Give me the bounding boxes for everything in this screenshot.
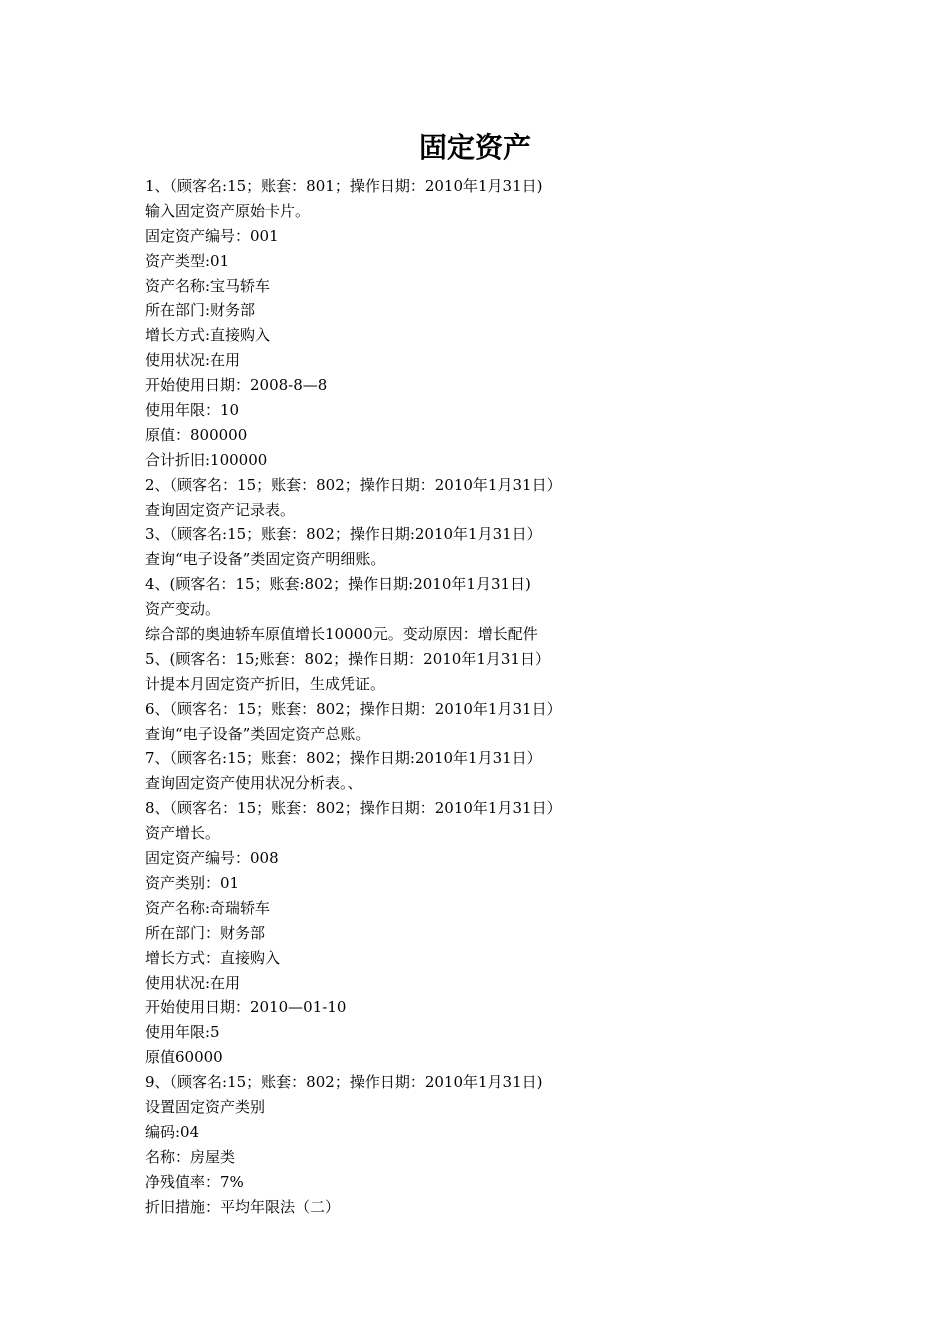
text-line: 增长方式：直接购入 (145, 948, 281, 967)
text-line: 使用状况:在用 (145, 973, 241, 992)
text-line: 5、(顾客名：15;账套：802；操作日期：2010年1月31日） (145, 649, 550, 668)
text-line: 9、（顾客名:15；账套：802；操作日期：2010年1月31日) (145, 1073, 543, 1092)
text-line: 资产变动。 (145, 600, 221, 619)
text-line: 资产类型:01 (145, 251, 230, 270)
text-line: 使用状况:在用 (145, 351, 241, 370)
text-line: 资产名称:宝马轿车 (145, 276, 271, 295)
text-line: 资产名称:奇瑞轿车 (145, 898, 271, 917)
text-line: 计提本月固定资产折旧，生成凭证。 (145, 674, 386, 693)
text-line: 2、（顾客名：15；账套：802；操作日期：2010年1月31日） (145, 475, 562, 494)
text-line: 原值60000 (145, 1048, 223, 1067)
text-line: 资产类别：01 (145, 873, 240, 892)
text-line: 净残值率：7% (145, 1172, 244, 1191)
text-line: 增长方式:直接购入 (145, 326, 271, 345)
text-line: 所在部门:财务部 (145, 301, 256, 320)
text-line: 使用年限：10 (145, 401, 240, 420)
text-line: 输入固定资产原始卡片。 (145, 201, 311, 220)
text-line: 固定资产编号：001 (145, 226, 279, 245)
text-line: 1、（顾客名:15；账套：801；操作日期：2010年1月31日) (145, 177, 543, 195)
text-line: 3、（顾客名:15；账套：802；操作日期:2010年1月31日） (145, 525, 542, 544)
text-line: 使用年限:5 (145, 1023, 220, 1042)
text-line: 合计折旧:100000 (145, 450, 268, 469)
text-line: 名称：房屋类 (145, 1147, 236, 1166)
text-line: 固定资产编号：008 (145, 849, 279, 868)
text-line: 资产增长。 (145, 824, 221, 843)
text-line: 查询“电子设备”类固定资产总账。 (145, 724, 371, 743)
document-title: 固定资产 (418, 131, 531, 164)
text-line: 查询固定资产记录表。 (145, 500, 296, 519)
text-line: 开始使用日期：2008-8—8 (145, 376, 328, 395)
text-line: 查询固定资产使用状况分析表。、 (145, 774, 363, 793)
text-line: 6、（顾客名：15；账套：802；操作日期：2010年1月31日） (145, 699, 562, 718)
text-line: 查询“电子设备”类固定资产明细账。 (145, 550, 386, 569)
text-line: 折旧措施：平均年限法（二） (145, 1197, 341, 1216)
text-line: 开始使用日期：2010—01-10 (145, 998, 347, 1017)
text-line: 7、（顾客名:15；账套：802；操作日期:2010年1月31日） (145, 749, 542, 768)
document-body (145, 174, 865, 1219)
text-line: 所在部门：财务部 (145, 923, 266, 942)
text-line: 8、（顾客名：15；账套：802；操作日期：2010年1月31日） (145, 799, 562, 818)
text-line: 原值：800000 (145, 425, 248, 444)
text-line: 设置固定资产类别 (145, 1097, 266, 1116)
text-line: 4、(顾客名：15；账套:802；操作日期:2010年1月31日) (145, 575, 531, 594)
text-line: 编码:04 (145, 1122, 200, 1141)
text-line: 综合部的奥迪轿车原值增长10000元。变动原因：增长配件 (145, 625, 538, 644)
